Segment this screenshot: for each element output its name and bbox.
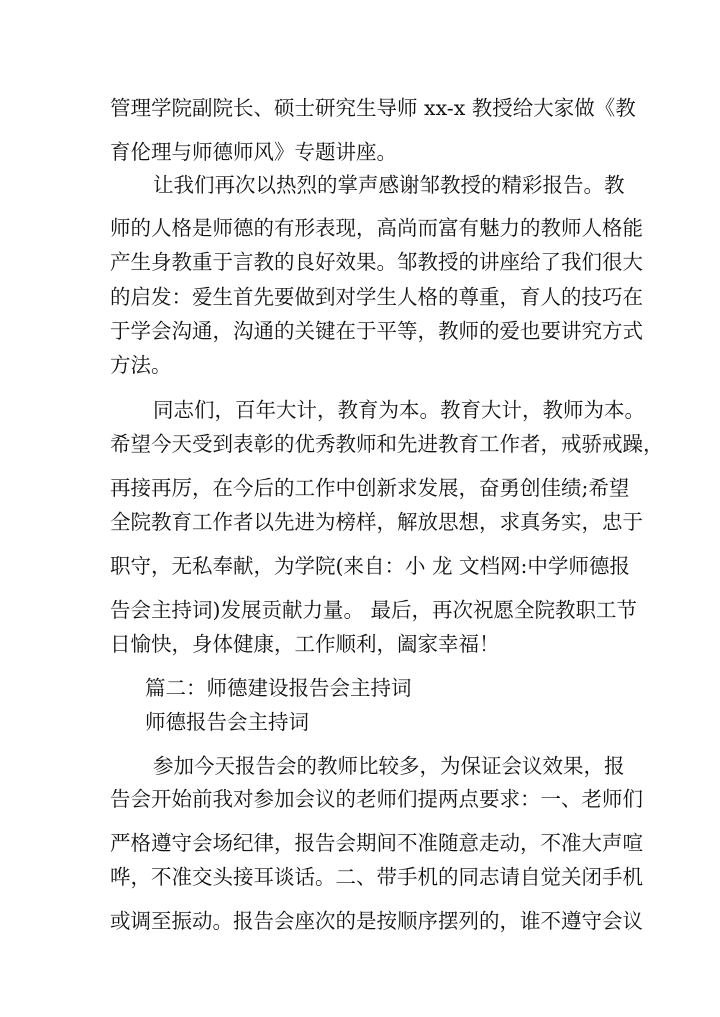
paragraph-start-line: 参加今天报告会的教师比较多，为保证会议效果，报 [153, 754, 625, 778]
text-line: 于学会沟通，沟通的关键在于平等，教师的爱也要讲究方式 [110, 319, 643, 343]
paragraph-start-line: 让我们再次以热烈的掌声感谢邹教授的精彩报告。教 [153, 173, 625, 197]
text-line: 管理学院副院长、硕士研究生导师 xx-x 教授给大家做《教 [110, 96, 636, 120]
section-heading: 篇二：师德建设报告会主持词 [145, 676, 412, 700]
text-line: 哗，不准交头接耳谈话。二、带手机的同志请自觉关闭手机 [110, 865, 643, 889]
text-line: 职守，无私奉献，为学院(来自：小 龙 文档网:中学师德报 [110, 554, 630, 578]
text-line: 的启发：爱生首先要做到对学生人格的尊重，育人的技巧在 [110, 285, 643, 309]
text-line: 再接再厉，在今后的工作中创新求发展，奋勇创佳绩;希望 [110, 476, 630, 500]
text-line: 严格遵守会场纪律，报告会期间不准随意走动，不准大声喧 [110, 831, 643, 855]
text-line: 希望今天受到表彰的优秀教师和先进教育工作者，戒骄戒躁， [110, 432, 664, 456]
text-line: 产生身教重于言教的良好效果。邹教授的讲座给了我们很大 [110, 250, 643, 274]
text-line: 告会主持词)发展贡献力量。 最后，再次祝愿全院教职工节 [110, 598, 638, 622]
text-line: 告会开始前我对参加会议的老师们提两点要求：一、老师们 [110, 787, 643, 811]
subsection-title: 师德报告会主持词 [145, 710, 309, 734]
text-line: 方法。 [110, 353, 172, 377]
text-line: 师的人格是师德的有形表现，高尚而富有魅力的教师人格能 [110, 216, 643, 240]
text-line: 育伦理与师德师风》专题讲座。 [110, 140, 397, 164]
paragraph-start-line: 同志们，百年大计，教育为本。教育大计，教师为本。 [153, 398, 645, 422]
text-line: 日愉快，身体健康，工作顺利，阖家幸福！ [110, 632, 500, 656]
text-line: 全院教育工作者以先进为榜样，解放思想，求真务实，忠于 [110, 510, 643, 534]
text-line: 或调至振动。报告会座次的是按顺序摆列的，谁不遵守会议 [110, 909, 643, 933]
